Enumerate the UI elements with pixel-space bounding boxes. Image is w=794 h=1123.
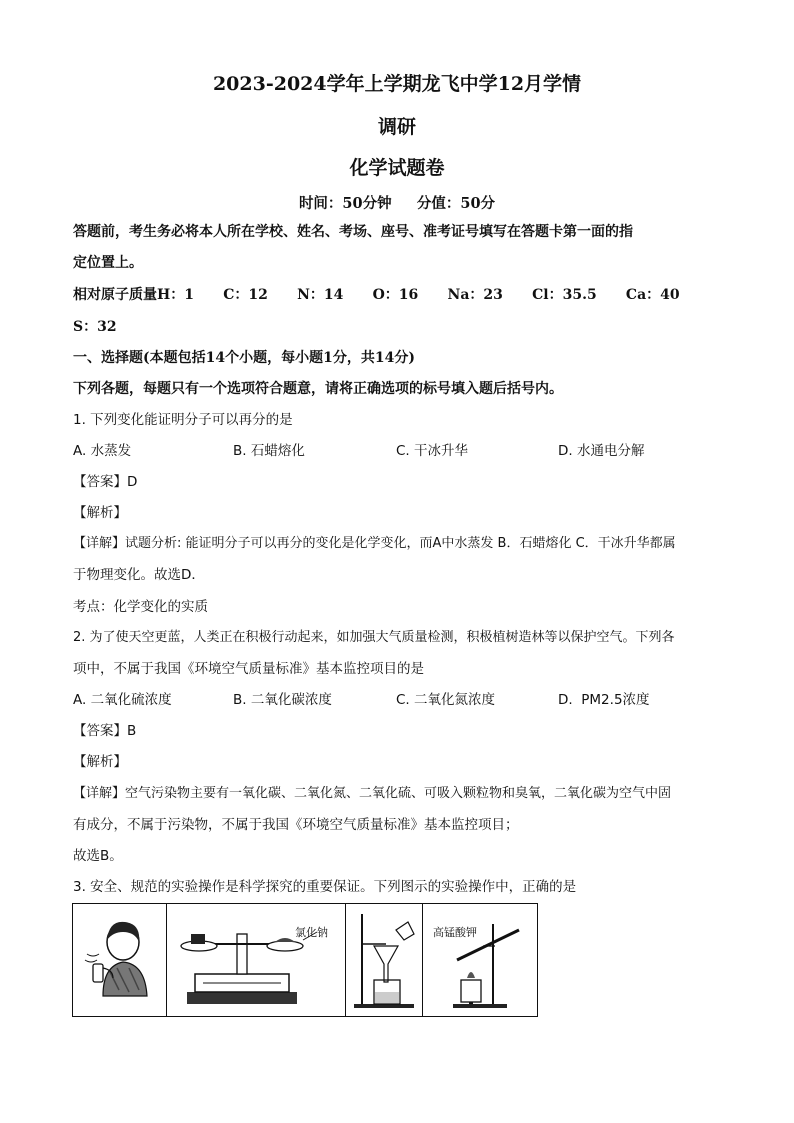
q1-analysis-label: 【解析】	[73, 505, 127, 521]
exam-subject-title: 化学试题卷	[349, 157, 445, 179]
balance-label: 氯化钠	[295, 926, 328, 939]
filtration-illustration	[346, 904, 422, 1016]
exam-title-line1: 2023-2024学年上学期龙飞中学12月学情	[212, 73, 582, 95]
q1-stem: 1. 下列变化能证明分子可以再分的是	[73, 412, 293, 428]
instruction-line2: 定位置上。	[73, 255, 143, 271]
q2-option-a: A. 二氧化硫浓度	[73, 692, 172, 708]
q1-option-c: C. 干冰升华	[396, 443, 469, 459]
q1-options	[73, 441, 723, 461]
q1-detail-line1: 【详解】试题分析: 能证明分子可以再分的变化是化学变化，而A中水蒸发 B．石蜡熔化 C．干冰升华都属	[73, 536, 676, 551]
smelling-illustration	[73, 904, 166, 1016]
figure-smelling-cell	[73, 904, 167, 1016]
q2-analysis-label: 【解析】	[73, 754, 127, 770]
balance-illustration	[167, 904, 345, 1016]
q2-detail-line3: 故选B。	[73, 848, 123, 864]
atomic-masses-line1: 相对原子质量H：1 C：12 N：14 O：16 Na：23 Cl：35.5 Ca：40	[73, 287, 680, 303]
q1-detail-line2: 于物理变化。故选D．	[73, 567, 205, 583]
q2-answer: 【答案】B	[73, 723, 137, 739]
q2-option-d: D. PM2.5浓度	[558, 692, 650, 708]
figure-heating-cell	[423, 904, 537, 1016]
section1-heading: 一、选择题(本题包括14个小题，每小题1分，共14分)	[73, 350, 415, 366]
figure-filtration-cell	[346, 904, 423, 1016]
q2-options	[73, 690, 723, 710]
atomic-masses-line2: S：32	[73, 319, 117, 335]
heating-illustration	[423, 904, 536, 1016]
q3-stem: 3. 安全、规范的实验操作是科学探究的重要保证。下列图示的实验操作中，正确的是	[73, 879, 577, 895]
q1-option-d: D. 水通电分解	[558, 443, 645, 459]
q1-answer: 【答案】D	[73, 474, 138, 490]
q1-note: 考点：化学变化的实质	[73, 599, 208, 615]
q3-figure-row	[72, 903, 538, 1017]
time-score-line: 时间：50分钟 分值：50分	[298, 195, 496, 212]
q2-stem-line1: 2. 为了使天空更蓝，人类正在积极行动起来，如加强大气质量检测，积极植树造林等以保护空气。下列各	[73, 630, 675, 645]
q2-detail-line2: 有成分，不属于污染物，不属于我国《环境空气质量标准》基本监控项目；	[73, 817, 519, 833]
q2-detail-line1: 【详解】空气污染物主要有一氧化碳、二氧化氮、二氧化硫、可吸入颗粒物和臭氧，二氧化碳为空气中固	[73, 786, 672, 801]
q1-option-a: A. 水蒸发	[73, 443, 132, 459]
heating-label: 高锰酸钾	[433, 926, 477, 939]
q2-option-c: C. 二氧化氮浓度	[396, 692, 496, 708]
instruction-line1: 答题前，考生务必将本人所在学校、姓名、考场、座号、准考证号填写在答题卡第一面的指	[73, 224, 633, 240]
q2-stem-line2: 项中，不属于我国《环境空气质量标准》基本监控项目的是	[73, 661, 424, 677]
q2-option-b: B. 二氧化碳浓度	[233, 692, 332, 708]
exam-title-line2: 调研	[377, 116, 416, 138]
figure-balance-cell	[167, 904, 346, 1016]
q1-option-b: B. 石蜡熔化	[233, 443, 305, 459]
section1-instruction: 下列各题，每题只有一个选项符合题意，请将正确选项的标号填入题后括号内。	[73, 381, 563, 397]
